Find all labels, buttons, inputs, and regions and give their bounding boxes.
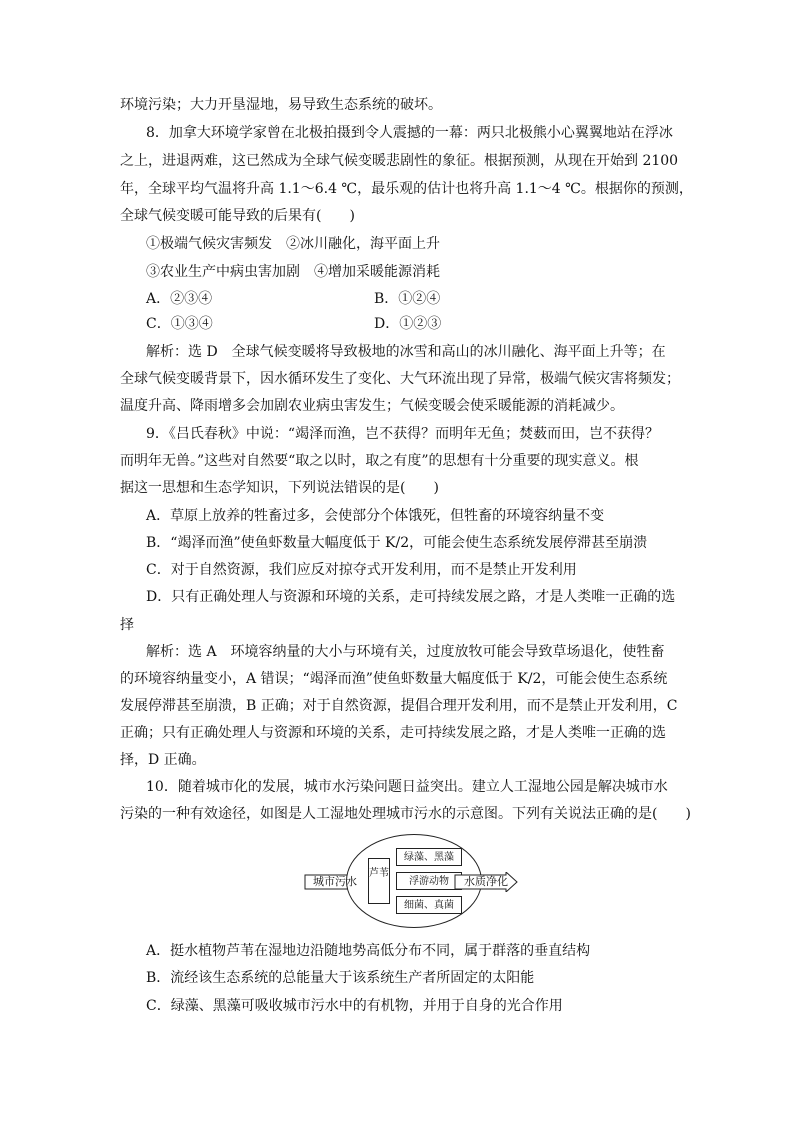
- reed-box: [368, 858, 390, 904]
- wetland-diagram: [304, 834, 518, 930]
- organism-box: 绿藻、黑藻: [396, 848, 462, 866]
- text-line: 年，全球平均气温将升高 1.1～6.4 ℃，最乐观的估计也将升高 1.1～4 ℃。根据你的预测，: [120, 181, 693, 197]
- analysis-9: 解析：选 A 环境容纳量的大小与环境有关，过度放牧可能会导致草场退化，使牲畜: [146, 644, 665, 660]
- option-c: C．对于自然资源，我们应反对掠夺式开发利用，而不是禁止开发利用: [146, 562, 577, 578]
- text-line: 的环境容纳量变小，A 错误；“竭泽而渔”使鱼虾数量大幅度低于 K/2，可能会使生态系统: [120, 671, 668, 687]
- option-b: B．“竭泽而渔”使鱼虾数量大幅度低于 K/2，可能会使生态系统发展停滞甚至崩溃: [146, 535, 648, 551]
- text-line: 据这一思想和生态学知识，下列说法错误的是( ): [120, 480, 439, 496]
- options-row: [146, 315, 680, 333]
- text-line: 发展停滞甚至崩溃，B 正确；对于自然资源，提倡合理开发利用，而不是禁止开发利用，C: [120, 698, 678, 714]
- question-9-stem: 9．《吕氏春秋》中说：“竭泽而渔，岂不获得？而明年无鱼；焚薮而田，岂不获得？: [146, 426, 660, 442]
- reed-label: 芦苇: [369, 868, 389, 879]
- text-line: 温度升高、降雨增多会加剧农业病虫害发生；气候变暖会使采暖能源的消耗减少。: [120, 398, 624, 414]
- text-line: 污染的一种有效途径，如图是人工湿地处理城市污水的示意图。下列有关说法正确的是( ): [120, 806, 691, 822]
- question-8-stem: 8．加拿大环境学家曾在北极拍摄到令人震撼的一幕：两只北极熊小心翼翼地站在浮冰: [146, 125, 673, 141]
- option-c: C．绿藻、黑藻可吸收城市污水中的有机物，并用于自身的光合作用: [146, 998, 563, 1014]
- options-row: [146, 290, 680, 308]
- output-arrow: [454, 872, 518, 892]
- input-label: 城市污水: [313, 875, 357, 888]
- option-b: B．流经该生态系统的总能量大于该系统生产者所固定的太阳能: [146, 970, 535, 986]
- organism-box: 细菌、真菌: [396, 896, 462, 914]
- organism-box: 浮游动物: [396, 872, 462, 890]
- statement-line: ③农业生产中病虫害加剧 ④增加采暖能源消耗: [146, 264, 440, 280]
- option-a: A．挺水植物芦苇在湿地边沿随地势高低分布不同，属于群落的垂直结构: [146, 943, 591, 959]
- statement-line: ①极端气候灾害频发 ②冰川融化，海平面上升: [146, 236, 440, 252]
- option-d: D．只有正确处理人与资源和环境的关系，走可持续发展之路，才是人类唯一正确的选: [146, 589, 676, 605]
- text-line: 正确；只有正确处理人与资源和环境的关系，走可持续发展之路，才是人类唯一正确的选: [120, 725, 666, 741]
- analysis-8: 解析：选 D 全球气候变暖将导致极地的冰雪和高山的冰川融化、海平面上升等；在: [146, 344, 666, 360]
- option-b: B．①②④: [374, 291, 441, 307]
- option-a: A．②③④: [146, 291, 213, 307]
- text-line: 之上，进退两难，这已然成为全球气候变暖悲剧性的象征。根据预测，从现在开始到 2100: [120, 153, 679, 169]
- output-label: 水质净化: [464, 875, 508, 888]
- text-line: 而明年无兽。”这些对自然要“取之以时，取之有度”的思想有十分重要的现实意义。根: [120, 453, 639, 469]
- question-10-stem: 10．随着城市化的发展，城市水污染问题日益突出。建立人工湿地公园是解决城市水: [146, 779, 668, 795]
- option-d: D．①②③: [374, 316, 442, 332]
- option-c: C．①③④: [146, 316, 213, 332]
- text-line: 择: [120, 617, 134, 633]
- option-a: A．草原上放养的牲畜过多，会使部分个体饿死，但牲畜的环境容纳量不变: [146, 508, 605, 524]
- text-line: 择，D 正确。: [120, 752, 206, 768]
- text-line: 环境污染；大力开垦湿地，易导致生态系统的破坏。: [120, 97, 442, 113]
- text-line: 全球气候变暖可能导致的后果有( ): [120, 208, 355, 224]
- text-line: 全球气候变暖背景下，因水循环发生了变化、大气环流出现了异常，极端气候灾害将频发；: [120, 371, 680, 387]
